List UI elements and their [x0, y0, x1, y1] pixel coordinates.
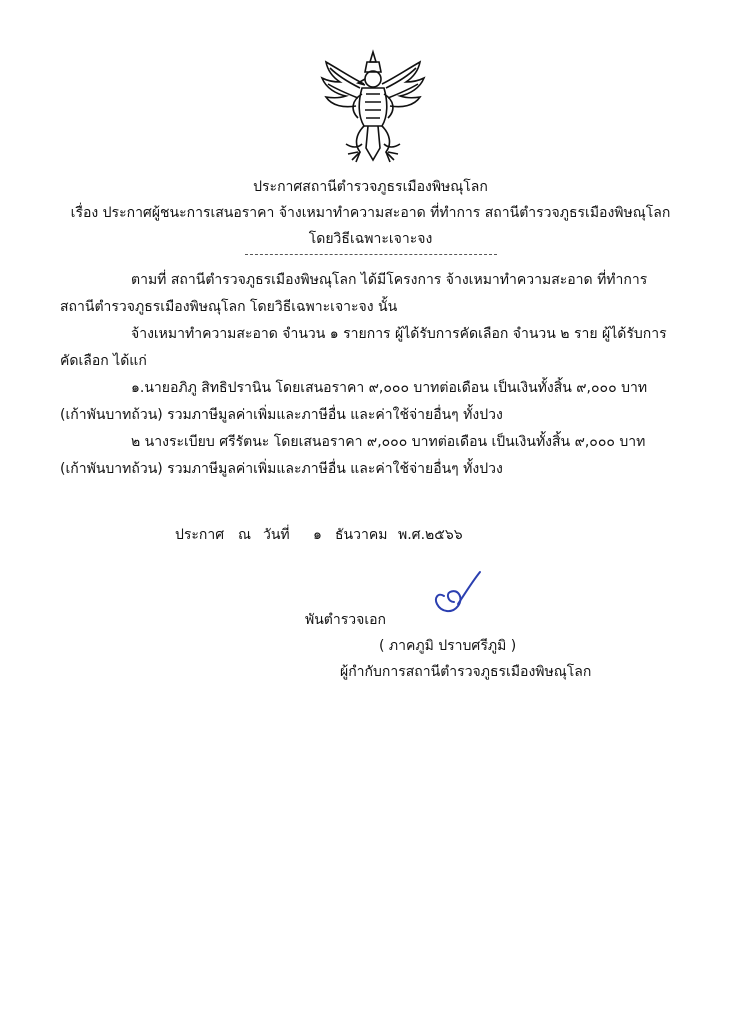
- signer-position: ผู้กำกับการสถานีตำรวจภูธรเมืองพิษณุโลก: [340, 664, 592, 680]
- separator-line: [245, 254, 497, 255]
- announce-label: ประกาศ: [175, 527, 225, 543]
- signature-icon: [424, 566, 484, 624]
- paragraph-2-line-2: คัดเลือก ได้แก่: [60, 353, 147, 369]
- announce-day: ๑: [313, 527, 322, 543]
- method-line: โดยวิธีเฉพาะเจาะจง: [308, 231, 433, 247]
- announce-month: ธันวาคม: [335, 527, 388, 543]
- winner-1-line-2: (เก้าพันบาทถ้วน) รวมภาษีมูลค่าเพิ่มและภาษีอื่น และค่าใช้จ่ายอื่นๆ ทั้งปวง: [60, 407, 503, 423]
- winner-1-line-1: ๑.นายอภิภู สิทธิปรานิน โดยเสนอราคา ๙,๐๐๐ บาทต่อเดือน เป็นเงินทั้งสิ้น ๙,๐๐๐ บาท: [131, 380, 648, 396]
- paragraph-1-line-2: สถานีตำรวจภูธรเมืองพิษณุโลก โดยวิธีเฉพาะเจาะจง นั้น: [60, 299, 398, 315]
- announce-year: พ.ศ.๒๕๖๖: [398, 527, 463, 543]
- announce-at: ณ: [238, 527, 251, 543]
- subject-line: เรื่อง ประกาศผู้ชนะการเสนอราคา จ้างเหมาทำความสะอาด ที่ทำการ สถานีตำรวจภูธรเมืองพิษณุโลก: [70, 205, 671, 221]
- winner-2-line-2: (เก้าพันบาทถ้วน) รวมภาษีมูลค่าเพิ่มและภาษีอื่น และค่าใช้จ่ายอื่นๆ ทั้งปวง: [60, 461, 503, 477]
- announce-day-label: วันที่: [263, 527, 290, 543]
- winner-2-line-1: ๒ นางระเบียบ ศรีรัตนะ โดยเสนอราคา ๙,๐๐๐ บาทต่อเดือน เป็นเงินทั้งสิ้น ๙,๐๐๐ บาท: [131, 434, 646, 450]
- announcement-title: ประกาศสถานีตำรวจภูธรเมืองพิษณุโลก: [253, 179, 488, 195]
- signer-name: ( ภาคภูมิ ปราบศรีภูมิ ): [379, 638, 517, 654]
- paragraph-1-line-1: ตามที่ สถานีตำรวจภูธรเมืองพิษณุโลก ได้มีโครงการ จ้างเหมาทำความสะอาด ที่ทำการ: [131, 272, 648, 288]
- paragraph-2-line-1: จ้างเหมาทำความสะอาด จำนวน ๑ รายการ ผู้ได้รับการคัดเลือก จำนวน ๒ ราย ผู้ได้รับการ: [131, 326, 667, 342]
- garuda-emblem-icon: [318, 48, 428, 166]
- signer-rank: พันตำรวจเอก: [305, 612, 387, 628]
